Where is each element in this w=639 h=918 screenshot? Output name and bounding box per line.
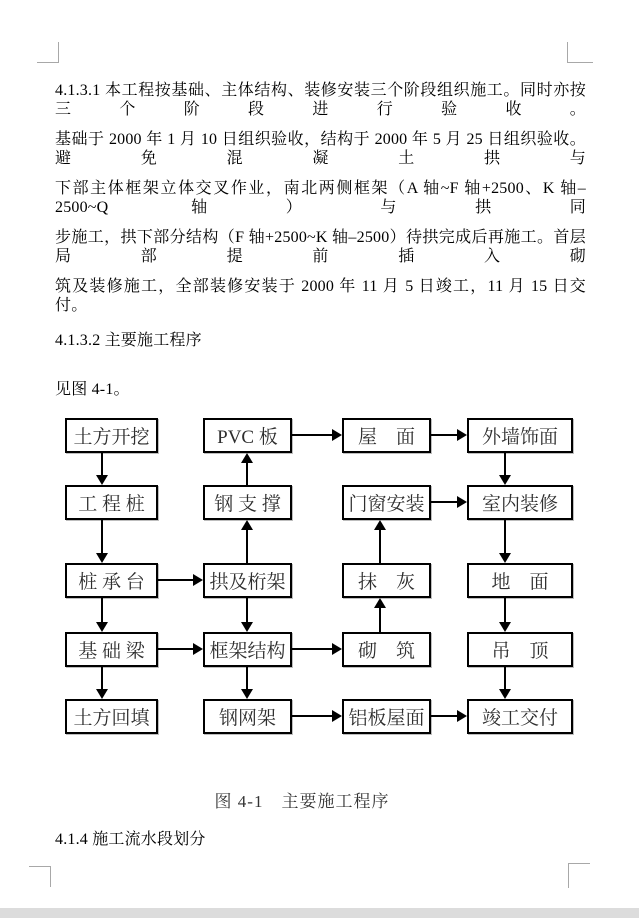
paragraph-line: 基础于 2000 年 1 月 10 日组织验收，结构于 2000 年 5 月 25 日组织验收。避免混凝土拱与: [55, 131, 586, 167]
flow-node-masonry: 砌 筑: [342, 632, 431, 667]
flow-node-ceiling: 吊 顶: [467, 632, 573, 667]
margin-crop-mark-top-right: [567, 42, 593, 63]
margin-crop-mark-bottom-right: [568, 863, 590, 888]
flow-arrow-arch-truss-to-steel-support: [246, 529, 248, 563]
margin-crop-mark-bottom-left: [29, 866, 51, 887]
flow-arrow-earthwork-excavation-to-engineering-pile: [101, 453, 103, 476]
flow-node-roof: 屋 面: [342, 418, 431, 453]
flow-arrow-pvc-board-to-roof: [292, 434, 333, 436]
flow-arrow-engineering-pile-to-pile-cap: [101, 520, 103, 554]
margin-crop-mark-top-left: [37, 42, 59, 63]
flow-arrow-aluminum-panel-roof-to-completion-handover-head: [457, 710, 467, 722]
flow-node-foundation-beam: 基 础 梁: [65, 632, 158, 667]
flow-arrow-masonry-to-plastering: [379, 607, 381, 632]
flow-arrow-floor-to-ceiling: [504, 598, 506, 623]
flow-node-earthwork-excavation: 土方开挖: [65, 418, 158, 453]
flow-arrow-pvc-board-to-roof-head: [332, 429, 342, 441]
flow-arrow-plastering-to-door-window-install: [379, 529, 381, 563]
flow-arrow-roof-to-exterior-wall-finish-head: [457, 429, 467, 441]
paragraph-line: 筑及装修施工，全部装修安装于 2000 年 11 月 5 日竣工，11 月 15 日交付。: [55, 278, 586, 314]
flow-arrow-door-window-install-to-interior-decoration: [431, 501, 458, 503]
flow-arrow-pile-cap-to-arch-truss: [158, 579, 194, 581]
flow-arrow-pile-cap-to-arch-truss-head: [193, 574, 203, 586]
horizontal-scrollbar-track[interactable]: [0, 908, 639, 918]
flow-arrow-steel-grid-frame-to-aluminum-panel-roof: [292, 715, 333, 717]
flow-node-earthwork-backfill: 土方回填: [65, 699, 158, 734]
flow-arrow-floor-to-ceiling-head: [499, 622, 511, 632]
figure-caption: 图 4-1 主要施工程序: [214, 792, 390, 811]
flow-node-floor: 地 面: [467, 563, 573, 598]
flow-node-door-window-install: 门窗安装: [342, 485, 431, 520]
flow-arrow-door-window-install-to-interior-decoration-head: [457, 496, 467, 508]
flow-node-aluminum-panel-roof: 铝板屋面: [342, 699, 431, 734]
flow-arrow-foundation-beam-to-earthwork-backfill-head: [96, 689, 108, 699]
paragraph-line: 下部主体框架立体交叉作业，南北两侧框架（A 轴~F 轴+2500、K 轴–2500~Q 轴）与拱同: [55, 180, 586, 216]
flow-arrow-foundation-beam-to-frame-structure: [158, 648, 194, 650]
paragraph-line: 4.1.3.1 本工程按基础、主体结构、装修安装三个阶段组织施工。同时亦按三个阶段进行验收。: [55, 82, 586, 118]
flow-node-arch-truss: 拱及桁架: [203, 563, 292, 598]
flow-arrow-frame-structure-to-masonry-head: [332, 643, 342, 655]
flow-arrow-exterior-wall-finish-to-interior-decoration-head: [499, 475, 511, 485]
flow-arrow-frame-structure-to-steel-grid-frame: [246, 667, 248, 690]
heading-4132: 4.1.3.2 主要施工程序: [55, 332, 202, 349]
flow-arrow-ceiling-to-completion-handover-head: [499, 689, 511, 699]
flow-node-steel-support: 钢 支 撑: [203, 485, 292, 520]
flow-arrow-ceiling-to-completion-handover: [504, 667, 506, 690]
flow-arrow-arch-truss-to-frame-structure: [246, 598, 248, 623]
flow-node-interior-decoration: 室内装修: [467, 485, 573, 520]
flow-node-engineering-pile: 工 程 桩: [65, 485, 158, 520]
flow-arrow-engineering-pile-to-pile-cap-head: [96, 553, 108, 563]
flow-arrow-foundation-beam-to-earthwork-backfill: [101, 667, 103, 690]
flow-arrow-pile-cap-to-foundation-beam: [101, 598, 103, 623]
flow-arrow-frame-structure-to-steel-grid-frame-head: [241, 689, 253, 699]
flow-node-completion-handover: 竣工交付: [467, 699, 573, 734]
flow-node-steel-grid-frame: 钢网架: [203, 699, 292, 734]
flow-arrow-exterior-wall-finish-to-interior-decoration: [504, 453, 506, 476]
heading-414: 4.1.4 施工流水段划分: [55, 831, 206, 848]
flow-arrow-foundation-beam-to-frame-structure-head: [193, 643, 203, 655]
flow-arrow-interior-decoration-to-floor: [504, 520, 506, 554]
flow-arrow-pile-cap-to-foundation-beam-head: [96, 622, 108, 632]
flow-arrow-aluminum-panel-roof-to-completion-handover: [431, 715, 458, 717]
flow-arrow-interior-decoration-to-floor-head: [499, 553, 511, 563]
flow-node-plastering: 抹 灰: [342, 563, 431, 598]
flow-arrow-steel-grid-frame-to-aluminum-panel-roof-head: [332, 710, 342, 722]
flow-arrow-steel-support-to-pvc-board: [246, 462, 248, 485]
flow-node-frame-structure: 框架结构: [203, 632, 292, 667]
see-figure-note: 见图 4-1。: [55, 381, 130, 398]
flow-node-pile-cap: 桩 承 台: [65, 563, 158, 598]
flow-arrow-frame-structure-to-masonry: [292, 648, 333, 650]
flow-node-exterior-wall-finish: 外墙饰面: [467, 418, 573, 453]
flow-arrow-arch-truss-to-frame-structure-head: [241, 622, 253, 632]
flow-arrow-earthwork-excavation-to-engineering-pile-head: [96, 475, 108, 485]
flow-arrow-roof-to-exterior-wall-finish: [431, 434, 458, 436]
paragraph-line: 步施工，拱下部分结构（F 轴+2500~K 轴–2500）待拱完成后再施工。首层局部提前插入砌: [55, 229, 586, 265]
flow-node-pvc-board: PVC 板: [203, 418, 292, 453]
